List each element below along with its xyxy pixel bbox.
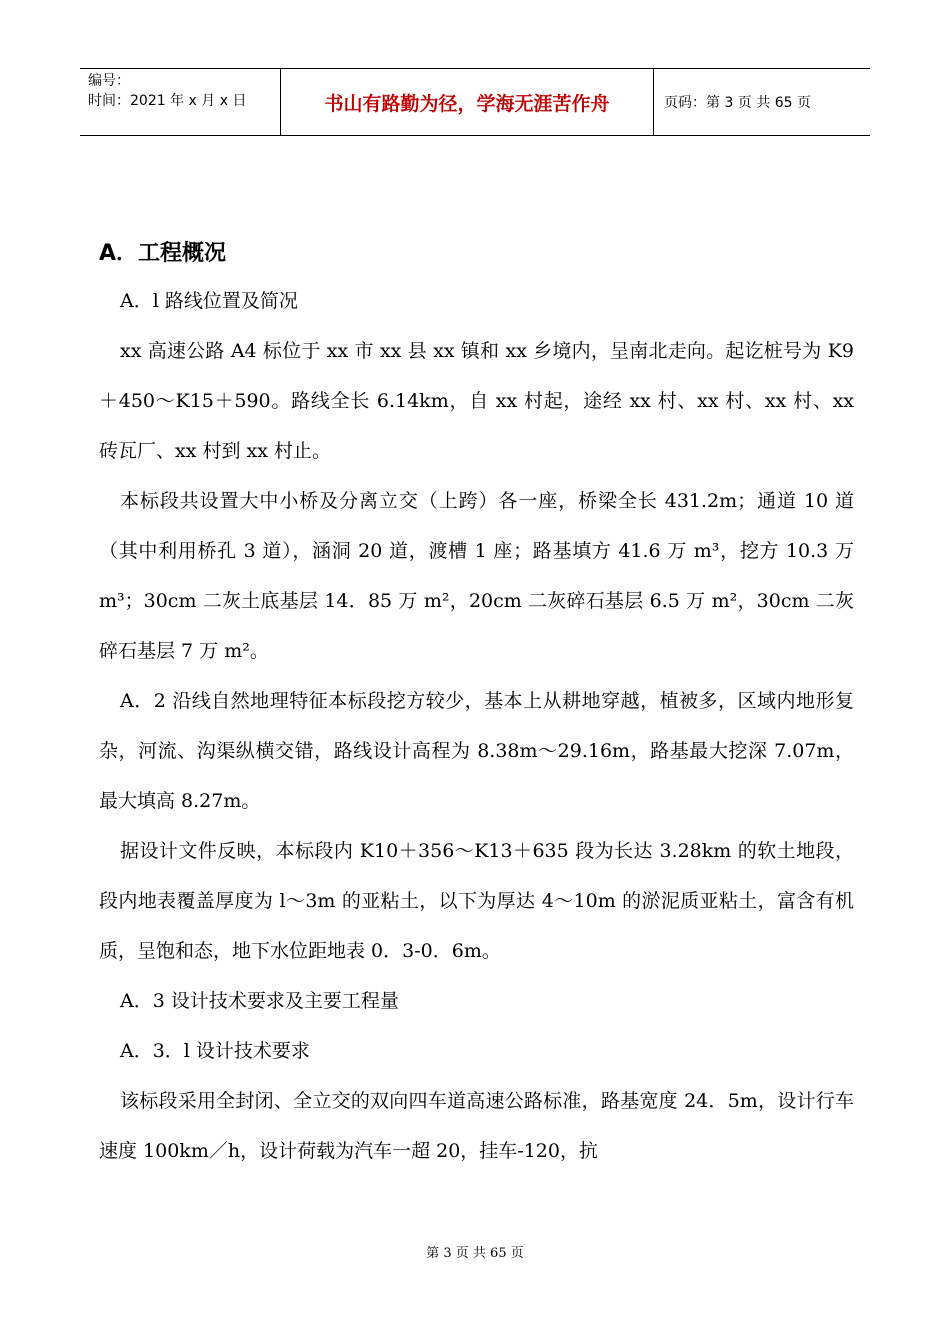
subsection-title: A．3 设计技术要求及主要工程量 — [120, 990, 399, 1012]
body-paragraph: 本标段共设置大中小桥及分离立交（上跨）各一座，桥梁全长 431.2m；通道 10 道（其中利用桥孔 3 道），涵洞 20 道，渡槽 1 座；路基填方 41.6 万 m³，挖方 10.3 万 m³；30cm 二灰土底基层 14．85 万 m²，20cm 二灰碎石基层 6.5 万 m²，30cm 二灰碎石基层 7 万 m²。 — [99, 490, 854, 662]
body-paragraph: 据设计文件反映，本标段内 K10＋356～K13＋635 段为长达 3.28km 的软土地段，段内地表覆盖厚度为 l～3m 的亚粘土，以下为厚达 4～10m 的淤泥质亚粘土，富含有机质，呈饱和态，地下水位距地表 0．3-0．6m。 — [99, 840, 854, 962]
document-number-label: 编号： — [88, 73, 130, 89]
body-paragraph: A．2 沿线自然地理特征本标段挖方较少，基本上从耕地穿越，植被多，区域内地形复杂，河流、沟渠纵横交错，路线设计高程为 8.38m～29.16m，路基最大挖深 7.07m，最大填高 8.27m。 — [99, 690, 854, 812]
subsection-title: A．3．l 设计技术要求 — [120, 1040, 310, 1062]
body-paragraph: 该标段采用全封闭、全立交的双向四车道高速公路标准，路基宽度 24．5m，设计行车速度 100km／h，设计荷载为汽车一超 20，挂车-120，抗 — [99, 1090, 854, 1162]
document-date: 时间：2021 年 x 月 x 日 — [88, 93, 247, 109]
header-page-info: 页码：第 3 页 共 65 页 — [664, 95, 811, 111]
document-header — [80, 68, 870, 136]
header-motto: 书山有路勤为径，学海无涯苦作舟 — [281, 69, 654, 135]
document-body — [99, 232, 854, 1176]
page-footer: 第 3 页 共 65 页 — [426, 1246, 524, 1261]
section-heading: A．工程概况 — [99, 241, 227, 266]
body-paragraph: xx 高速公路 A4 标位于 xx 市 xx 县 xx 镇和 xx 乡境内，呈南北走向。起讫桩号为 K9＋450～K15＋590。路线全长 6.14km，自 xx 村起，途经 xx 村、xx 村、xx 村、xx 砖瓦厂、xx 村到 xx 村止。 — [99, 340, 854, 462]
header-meta — [80, 69, 281, 135]
subsection-title: A．l 路线位置及简况 — [120, 290, 298, 312]
